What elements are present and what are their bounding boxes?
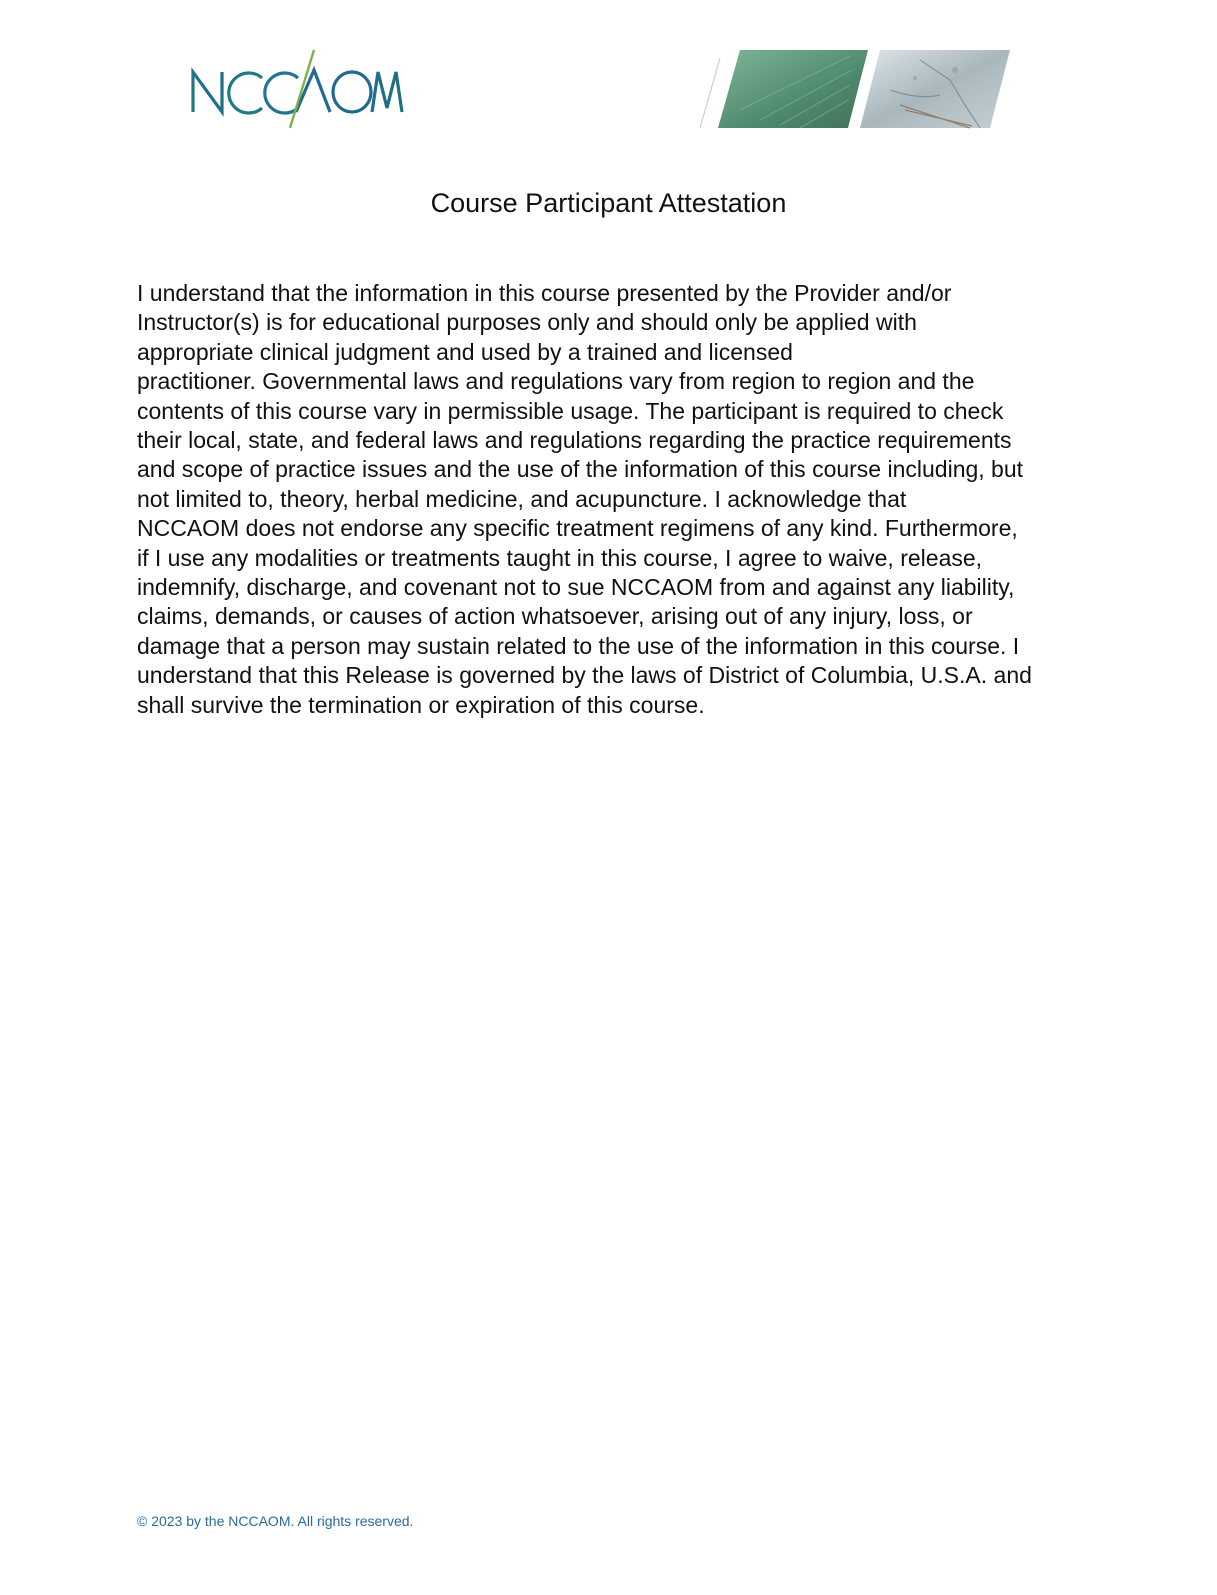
attestation-body-text: I understand that the information in this course presented by the Provider and/or Instructor(s) is for educational purposes only and should only be applied with appropriate clinical judgment and used by a trained and licensed practitioner. Governmental laws and regulations vary from region to region and the contents of this course vary in permissible usage. The participant is required to check their local, state, and federal laws and regulations regarding the practice requirements and scope of practice issues and the use of the information of this course including, but not limited to, theory, herbal medicine, and acupuncture. I acknowledge that NCCAOM does not endorse any specific treatment regimens of any kind. Furthermore, if I use any modalities or treatments taught in this course, I agree to waive, release, indemnify, discharge, and covenant not to sue NCCAOM from and against any liability, claims, demands, or causes of action whatsoever, arising out of any injury, loss, or damage that a person may sustain related to the use of the information in this course. I understand that this Release is governed by the laws of District of Columbia, U.S.A. and shall survive the termination or expiration of this course. [137, 280, 1032, 718]
copyright-footer: © 2023 by the NCCAOM. All rights reserved. [137, 1513, 414, 1529]
nccaom-logo-graphic [190, 48, 405, 130]
nccaom-logo [190, 48, 405, 130]
page-title: Course Participant Attestation [430, 188, 787, 218]
leaf-and-stone-banner-graphic [700, 50, 1020, 130]
header-banner-image [700, 50, 1020, 130]
